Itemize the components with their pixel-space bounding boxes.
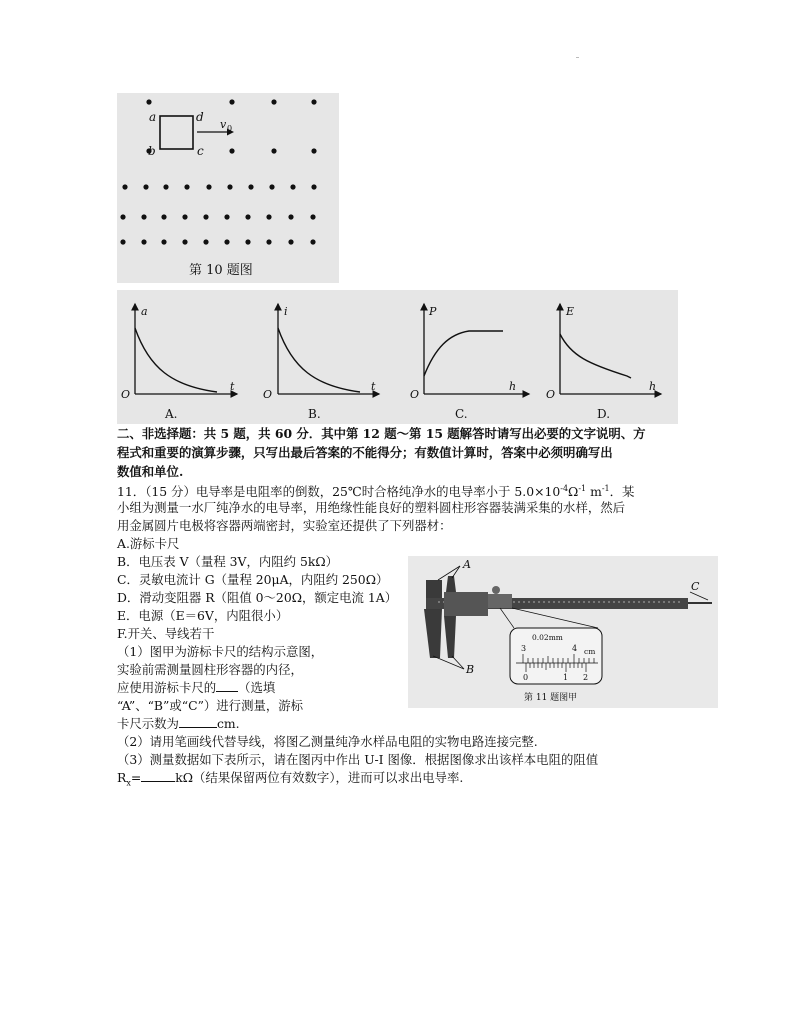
figure-10 [117,93,339,283]
graph-a-option: A. [165,407,178,421]
caliper-fixed-jaw-lower [424,609,442,658]
caliper-label-b: B [466,663,475,676]
caliper-vernier-plate [488,594,512,608]
caliper-sliding-jaw [444,616,456,658]
equipment-item-b: B．电压表 V（量程 3V，内阻约 5kΩ） [117,554,339,569]
inset-vernier-1: 1 [563,673,569,682]
graphs-panel [117,290,678,424]
q11-exp-1: -4 [560,484,569,493]
caliper-label-a: A [463,558,471,571]
graph-c-x-label: h [509,380,517,393]
graph-b-y-label: i [284,305,288,318]
equipment-item-a: A.游标卡尺 [117,536,180,551]
inset-unit: cm [584,647,596,656]
q11-part-3-line-2-end: kΩ（结果保留两位有效数字），进而可以求出电导率. [175,770,464,785]
q11-part-1-line-3-text: 应使用游标卡尺的 [117,680,217,695]
inset-vernier-0: 0 [523,673,529,682]
answer-blank-caliper-part[interactable] [216,679,238,692]
inset-main-3: 3 [521,644,527,653]
q11-part-1-line-1: （1）图甲为游标卡尺的结构示意图， [117,644,324,659]
graph-d-y-label: E [566,305,575,318]
graph-d [546,304,661,421]
inset-precision: 0.02mm [532,633,563,642]
q11-part-3-line-1: （3）测量数据如下表所示，请在图丙中作出 U-I 图像．根据图像求出该样本电阻的阻值 [117,752,599,767]
graph-d-origin: O [546,388,556,401]
q11-part-1-unit: cm. [216,716,240,731]
answer-blank-caliper-reading[interactable] [179,715,217,728]
rx-symbol: R [117,770,127,785]
graph-c-curve [424,331,503,376]
q11-part-3-line-2 [117,769,463,792]
graph-b-option: B. [308,407,321,421]
graph-c-option: C. [455,407,468,421]
caliper-slider [444,592,488,616]
graph-a [121,304,237,421]
q11-part-1-line-4: “A”、“B”或“C”）进行测量，游标 [117,698,304,713]
label-d: d [196,110,204,124]
equipment-item-e: E．电源（E＝6V，内阻很小） [117,608,289,623]
q11-line-1-end: ．某 [609,484,635,500]
label-v0: v [220,118,227,131]
inset-connector-2 [512,608,598,628]
q11-part-1-line-2: 实验前需测量圆柱形容器的内径， [117,662,303,677]
section-heading-line-2: 程式和重要的演算步骤，只写出最后答案的不能得分；有数值计算时，答案中必须明确写出 [117,445,613,460]
caliper-label-c: C [691,580,700,593]
q11-part-2: （2）请用笔画线代替导线，将图乙测量纯净水样品电阻的实物电路连接完整. [117,734,538,749]
graphs-drawing [117,290,678,424]
graph-c [410,304,529,421]
q11-part-1-line-3 [117,679,275,697]
q11-ohm: Ω [568,484,579,500]
q11-line-1 [117,480,634,501]
graph-c-y-label: P [429,305,437,318]
q11-line-3: 用金属圆片电极将容器两端密封，实验室还提供了下列器材： [117,518,452,533]
graph-d-curve [560,334,631,378]
q11-line-2: 小组为测量一水厂纯净水的电导率，用绝缘性能良好的塑料圆柱形容器装满采集的水样，然后 [117,500,626,515]
figure-11-caliper [408,556,718,708]
section-heading-line-3: 数值和单位. [117,464,184,479]
pointer-c [690,592,708,600]
q11-meter: m [586,484,602,500]
graph-d-option: D. [597,407,611,421]
label-v0-subscript: 0 [227,124,233,133]
equipment-item-c: C．灵敏电流计 G（量程 20μA，内阻约 250Ω） [117,572,389,587]
q11-part-1-line-5 [117,715,240,733]
graph-c-origin: O [410,388,420,401]
q11-part-1-line-5-text: 卡尺示数为 [117,716,179,731]
caliper-drawing [408,556,718,708]
q11-exp-2: -1 [578,484,587,493]
figure-11-caption: 第 11 题图甲 [524,693,578,703]
graph-b [263,304,379,421]
label-c: c [197,144,204,158]
graph-a-y-label: a [141,305,148,318]
graph-d-x-label: h [649,380,657,393]
answer-blank-resistance[interactable] [141,769,175,782]
graph-a-origin: O [121,388,131,401]
graph-b-origin: O [263,388,273,401]
section-heading-line-1: 二、非选择题：共 5 题，共 60 分．其中第 12 题～第 15 题解答时请写出必要的文字说明、方 [117,426,646,441]
label-b: b [148,144,156,158]
caliper-lock-screw [492,586,500,594]
inset-connector-1 [500,608,514,628]
caliper-fixed-jaw-upper [426,580,442,598]
square-loop [160,116,193,149]
rx-subscript: x [126,778,131,788]
pointer-b-2 [452,656,464,669]
figure-10-drawing [117,93,339,283]
graph-a-x-label: t [230,380,235,393]
q11-exp-3: -1 [601,484,610,493]
equipment-item-f: F.开关、导线若干 [117,626,215,641]
caliper-sliding-jaw-upper [446,576,456,592]
q11-line-1-text: 11．（15 分）电导率是电阻率的倒数，25℃时合格纯净水的电导率小于 5.0×10 [117,484,561,500]
stray-mark [576,57,579,58]
pointer-a-2 [452,566,460,578]
inset-vernier-2: 2 [583,673,589,682]
rx-equals: = [130,770,142,785]
graph-a-curve [135,328,217,392]
figure-10-caption: 第 10 题图 [189,263,253,278]
graph-b-curve [278,328,360,392]
inset-main-4: 4 [572,644,578,653]
graph-b-x-label: t [371,380,376,393]
equipment-item-d: D．滑动变阻器 R（阻值 0～20Ω，额定电流 1A） [117,590,398,605]
q11-part-1-line-3-end: （选填 [238,680,276,695]
label-a: a [149,110,157,124]
